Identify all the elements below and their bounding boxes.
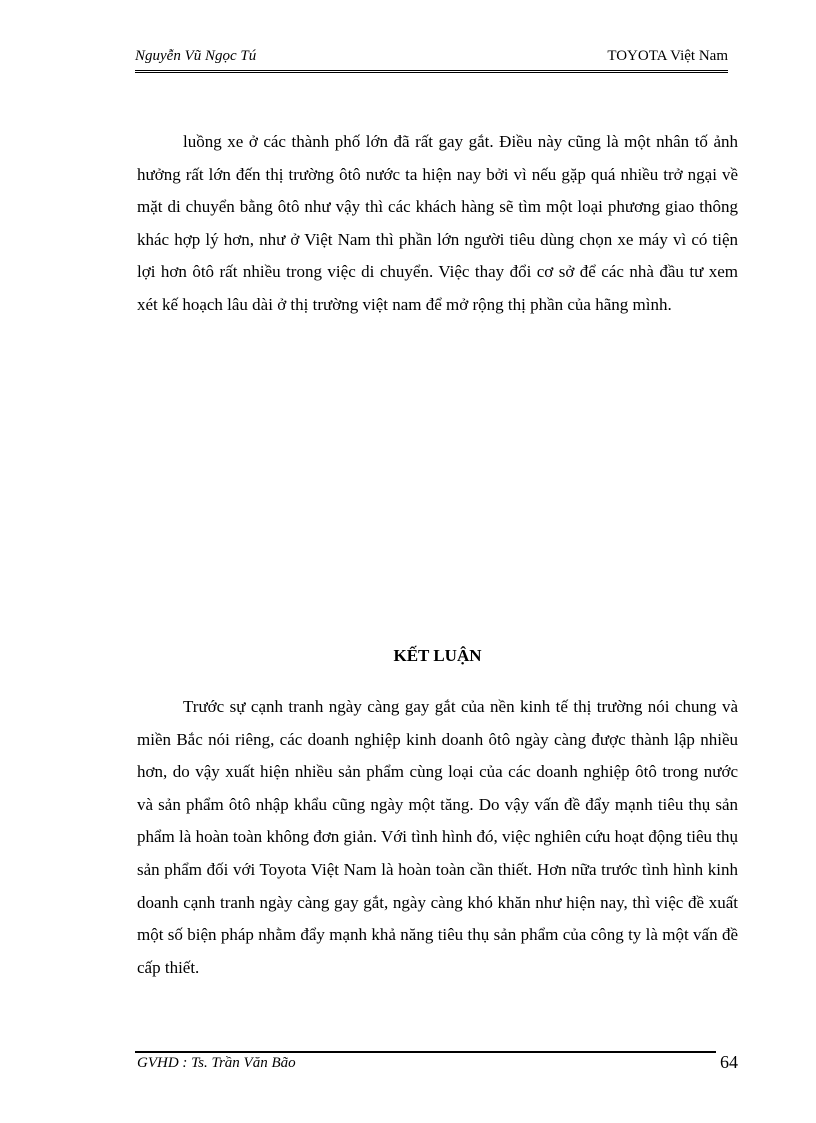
paragraph-text: Trước sự cạnh tranh ngày càng gay gắt của nền kinh tế thị trường nói chung và miền Bắc nói riêng, các doanh nghiệp kinh doanh ôtô ngày càng được thành lập nhiều hơn, do vậy xuất hiện nhiều sản phẩm cùng loại của các doanh nghiệp ôtô trong nước và sản phẩm ôtô nhập khẩu cũng ngày một tăng. Do vậy vấn đề đẩy mạnh tiêu thụ sản phẩm là hoàn toàn không đơn giản. Với tình hình đó, việc nghiên cứu hoạt động tiêu thụ sản phẩm đối với Toyota Việt Nam là hoàn toàn cần thiết. Hơn nữa trước tình hình kinh doanh cạnh tranh ngày càng gay gắt, ngày càng khó khăn như hiện nay, thì việc đề xuất một số biện pháp nhằm đẩy mạnh khả năng tiêu thụ sản phẩm của công ty là một vấn đề cấp thiết. <box>137 697 738 977</box>
paragraph-text: luồng xe ở các thành phố lớn đã rất gay gắt. Điều này cũng là một nhân tố ảnh hưởng rất lớn đến thị trường ôtô nước ta hiện nay bởi vì nếu gặp quá nhiều trở ngại về mặt di chuyển bằng ôtô như vậy thì các khách hàng sẽ tìm một loại phương giao thông khác hợp lý hơn, như ở Việt Nam thì phần lớn người tiêu dùng chọn xe máy vì có tiện lợi hơn ôtô rất nhiều trong việc di chuyển. Việc thay đổi cơ sở để các nhà đầu tư xem xét kế hoạch lâu dài ở thị trường việt nam để mở rộng thị phần của hãng mình. <box>137 132 738 314</box>
footer-advisor: GVHD : Ts. Trần Văn Bão <box>137 1055 296 1071</box>
footer-divider <box>135 1051 716 1053</box>
header-author: Nguyễn Vũ Ngọc Tú <box>135 48 257 64</box>
header-company: TOYOTA Việt Nam <box>607 48 728 64</box>
page-header <box>135 48 728 70</box>
body-paragraph-continued <box>137 126 738 322</box>
body-paragraph-conclusion <box>137 691 738 984</box>
header-divider-secondary <box>135 72 728 73</box>
section-heading-conclusion: KẾT LUẬN <box>393 646 482 665</box>
header-divider <box>135 70 728 71</box>
page-number: 64 <box>720 1052 738 1072</box>
